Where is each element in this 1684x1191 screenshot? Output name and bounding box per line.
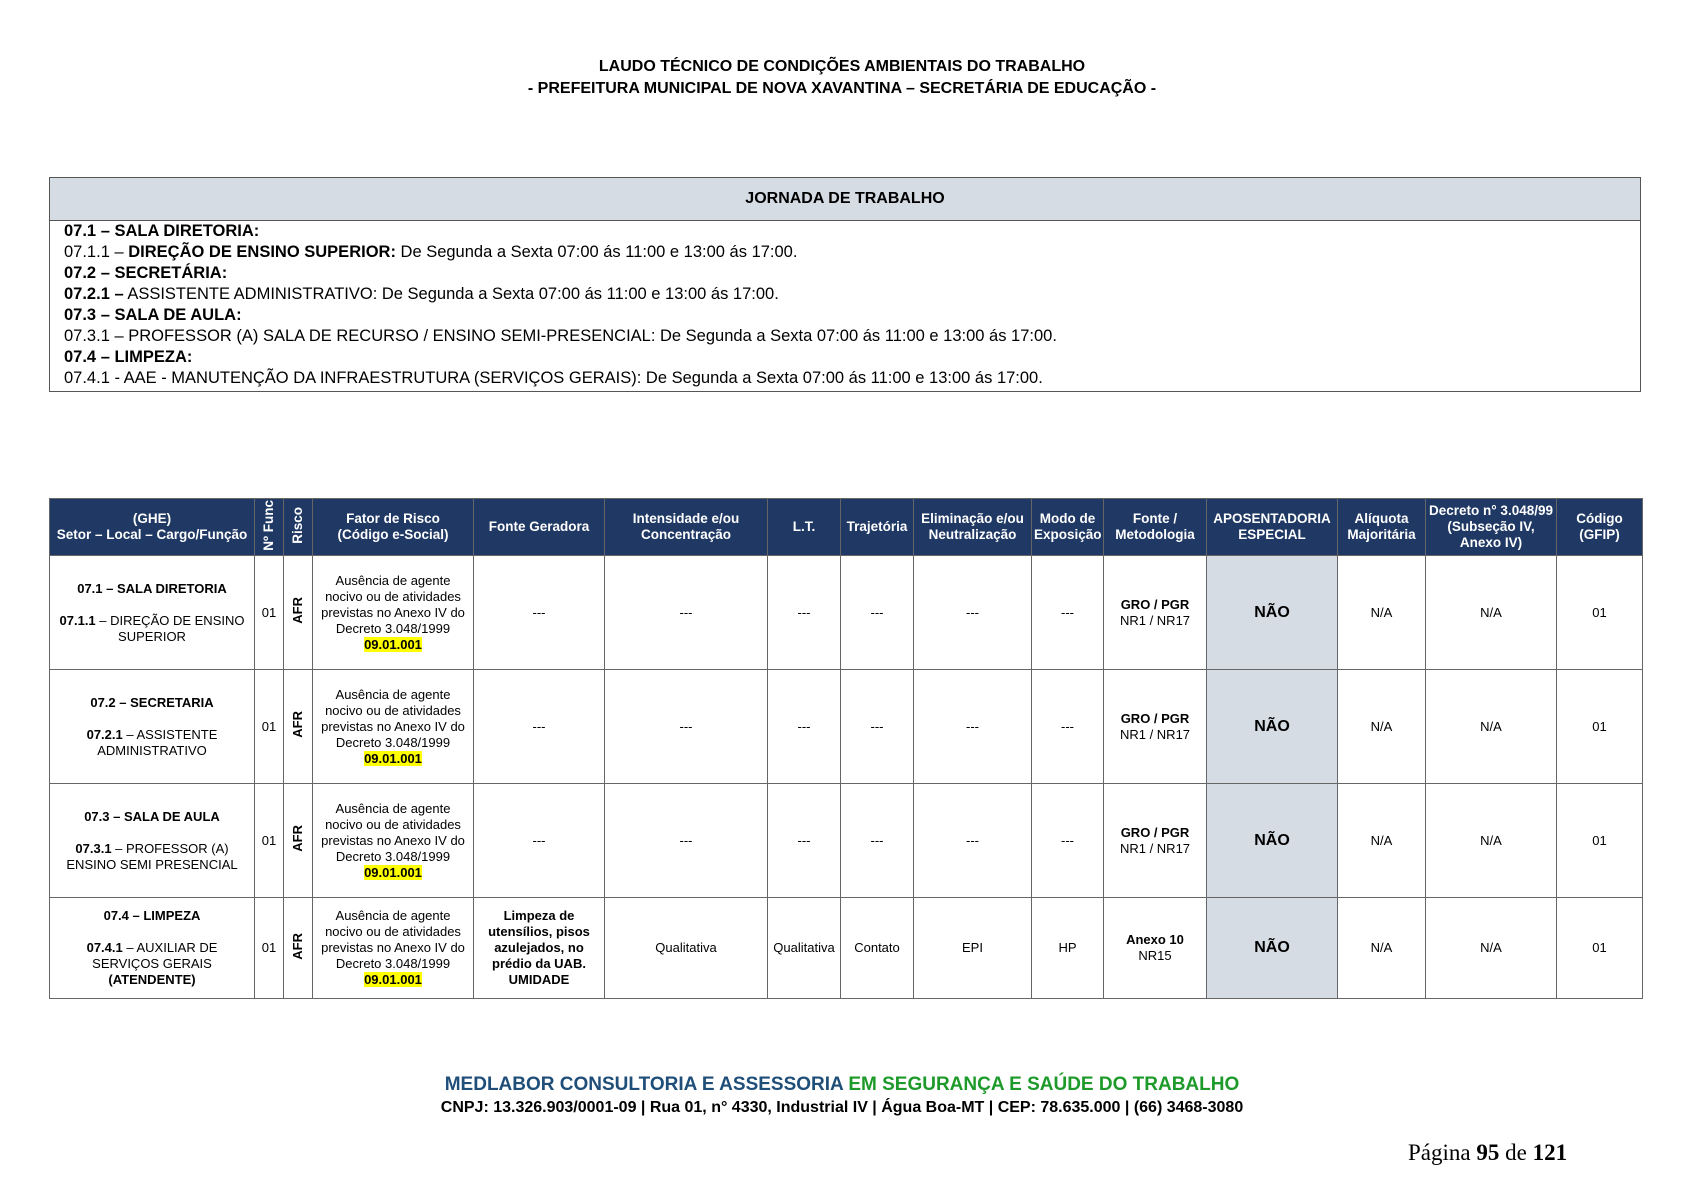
metodologia-2: NR1 / NR17 [1119, 726, 1191, 742]
col-eliminacao [914, 499, 1032, 556]
cell-risco [284, 556, 313, 670]
col-metodologia-line1: Fonte / [1132, 511, 1178, 526]
cell-risco [284, 898, 313, 999]
setor-title: 07.3 – SALA DE AULA [84, 808, 220, 824]
cell-trajetoria: --- [841, 784, 914, 898]
jornada-box [49, 177, 1641, 392]
cell-metodologia [1104, 556, 1207, 670]
ghe-table [49, 498, 1643, 999]
cell-codigo: 01 [1557, 898, 1643, 999]
footer-company-tagline: EM SEGURANÇA E SAÚDE DO TRABALHO [843, 1074, 1240, 1095]
table-row [50, 784, 1643, 898]
cell-eliminacao: --- [914, 784, 1032, 898]
cell-metodologia [1104, 670, 1207, 784]
jornada-body [50, 221, 1640, 391]
cell-lt: --- [768, 784, 841, 898]
cell-aliquota: N/A [1338, 556, 1426, 670]
cargo-text: – DIREÇÃO DE ENSINO SUPERIOR [95, 612, 245, 644]
col-intensidade-line2: Concentração [640, 527, 732, 542]
cell-lt: Qualitativa [768, 898, 841, 999]
footer-address: CNPJ: 13.326.903/0001-09 | Rua 01, n° 4330, Industrial IV | Água Boa-MT | CEP: 78.635.000 | (66) 3468-3080 [440, 1099, 1244, 1116]
cell-risco [284, 784, 313, 898]
table-row [50, 556, 1643, 670]
col-ghe [50, 499, 255, 556]
cell-fator [313, 898, 474, 999]
cell-codigo: 01 [1557, 670, 1643, 784]
jornada-line-4 [64, 284, 1626, 305]
cell-risco [284, 670, 313, 784]
cell-setor [50, 898, 255, 999]
cell-fonte: Limpeza de utensílios, pisos azulejados, no prédio da UAB. UMIDADE [474, 898, 605, 999]
table-row [50, 898, 1643, 999]
col-eliminacao-line1: Eliminação e/ou [921, 511, 1024, 526]
fator-text: Ausência de agente nocivo ou de atividades previstas no Anexo IV do Decreto 3.048/1999 [321, 572, 465, 636]
jornada-line-4-rest: ASSISTENTE ADMINISTRATIVO: De Segunda a Sexta 07:00 ás 11:00 e 13:00 ás 17:00. [123, 285, 779, 303]
metodologia-2: NR15 [1138, 948, 1172, 963]
cell-decreto: N/A [1426, 670, 1557, 784]
cell-aliquota: N/A [1338, 670, 1426, 784]
col-fator [313, 499, 474, 556]
cell-aliquota: N/A [1338, 898, 1426, 999]
risco-label: AFR [290, 825, 305, 852]
footer-company-name: MEDLABOR CONSULTORIA E ASSESSORIA [444, 1074, 844, 1095]
col-decreto-line1: Decreto n° 3.048/99 [1429, 503, 1553, 518]
col-intensidade-line1: Intensidade e/ou [632, 511, 740, 526]
risco-label: AFR [290, 932, 305, 960]
fator-code: 09.01.001 [364, 864, 422, 880]
cell-lt: --- [768, 556, 841, 670]
col-modo [1032, 499, 1104, 556]
setor-title: 07.4 – LIMPEZA [103, 908, 201, 923]
header-subtitle: - PREFEITURA MUNICIPAL DE NOVA XAVANTINA – SECRETÁRIA DE EDUCAÇÃO - [527, 80, 1157, 97]
col-codigo-line2: (GFIP) [1579, 527, 1620, 542]
cell-intensidade: --- [605, 670, 768, 784]
document-header [0, 56, 1684, 100]
cell-modo: --- [1032, 670, 1104, 784]
cell-fator [313, 670, 474, 784]
fator-text: Ausência de agente nocivo ou de atividades previstas no Anexo IV do Decreto 3.048/1999 [321, 800, 465, 864]
col-lt: L.T. [768, 499, 841, 556]
cell-nfunc: 01 [255, 898, 284, 999]
risco-label: AFR [290, 597, 305, 624]
cell-aposentadoria: NÃO [1207, 670, 1338, 784]
col-fator-line2: (Código e-Social) [337, 527, 449, 542]
col-aliquota-line1: Alíquota [1354, 511, 1409, 526]
table-header-row [50, 499, 1643, 556]
fator-text: Ausência de agente nocivo ou de atividades previstas no Anexo IV do Decreto 3.048/1999 [321, 686, 465, 750]
cell-modo: --- [1032, 784, 1104, 898]
col-ghe-line2: Setor – Local – Cargo/Função [56, 527, 248, 542]
col-aposentadoria-line1: APOSENTADORIA [1213, 511, 1331, 526]
jornada-line-2 [64, 242, 1626, 263]
col-risco [284, 499, 313, 556]
col-aposentadoria-line2: ESPECIAL [1238, 527, 1306, 542]
col-codigo [1557, 499, 1643, 556]
metodologia-1: GRO / PGR [1120, 710, 1190, 726]
metodologia-2: NR1 / NR17 [1119, 612, 1191, 628]
cell-nfunc: 01 [255, 670, 284, 784]
cargo-code: 07.4.1 [86, 940, 123, 955]
jornada-line-6: 07.3.1 – PROFESSOR (A) SALA DE RECURSO / ENSINO SEMI-PRESENCIAL: De Segunda a Sexta 07:00 ás 11:00 e 13:00 ás 17:00. [64, 327, 1057, 345]
jornada-line-2-bold: DIREÇÃO DE ENSINO SUPERIOR: [128, 243, 396, 261]
cell-eliminacao: --- [914, 670, 1032, 784]
cell-codigo: 01 [1557, 784, 1643, 898]
cargo-code: 07.2.1 [86, 726, 123, 742]
col-metodologia [1104, 499, 1207, 556]
setor-title: 07.1 – SALA DIRETORIA [77, 580, 227, 596]
cell-setor [50, 784, 255, 898]
jornada-line-5: 07.3 – SALA DE AULA: [64, 306, 242, 324]
cell-setor [50, 670, 255, 784]
cell-intensidade: Qualitativa [605, 898, 768, 999]
cell-trajetoria: Contato [841, 898, 914, 999]
cargo-text: – PROFESSOR (A) ENSINO SEMI PRESENCIAL [66, 840, 238, 872]
col-aliquota-line2: Majoritária [1347, 527, 1416, 542]
cargo-text: – AUXILIAR DE SERVIÇOS GERAIS [92, 940, 218, 971]
col-modo-line2: Exposição [1034, 527, 1102, 542]
cell-metodologia [1104, 784, 1207, 898]
cell-aliquota: N/A [1338, 784, 1426, 898]
risco-label: AFR [290, 711, 305, 738]
cell-aposentadoria: NÃO [1207, 898, 1338, 999]
col-nfunc-label: Nº Func [261, 499, 276, 551]
page-current: 95 [1476, 1140, 1500, 1165]
header-title: LAUDO TÉCNICO DE CONDIÇÕES AMBIENTAIS DO TRABALHO [598, 58, 1086, 75]
footer-company [0, 1074, 1684, 1096]
col-decreto-line3: Anexo IV) [1459, 535, 1523, 550]
page-number [1408, 1140, 1567, 1166]
col-intensidade [605, 499, 768, 556]
col-decreto-line2: (Subseção IV, [1447, 519, 1535, 534]
cell-trajetoria: --- [841, 556, 914, 670]
cargo-text: – ASSISTENTE ADMINISTRATIVO [97, 726, 218, 758]
col-aposentadoria [1207, 499, 1338, 556]
col-fator-line1: Fator de Risco [346, 511, 440, 526]
cargo-code: 07.1.1 [59, 612, 96, 628]
cell-decreto: N/A [1426, 556, 1557, 670]
cell-eliminacao: EPI [914, 898, 1032, 999]
setor-title: 07.2 – SECRETARIA [90, 694, 214, 710]
cell-intensidade: --- [605, 556, 768, 670]
cell-fonte: --- [474, 556, 605, 670]
jornada-line-2-rest: De Segunda a Sexta 07:00 ás 11:00 e 13:00 ás 17:00. [395, 243, 798, 261]
fator-code: 09.01.001 [364, 972, 422, 987]
cell-metodologia [1104, 898, 1207, 999]
jornada-line-3: 07.2 – SECRETÁRIA: [64, 264, 228, 282]
cell-nfunc: 01 [255, 784, 284, 898]
cell-modo: HP [1032, 898, 1104, 999]
cargo-code: 07.3.1 [75, 840, 112, 856]
col-modo-line1: Modo de [1039, 511, 1096, 526]
col-eliminacao-line2: Neutralização [928, 527, 1017, 542]
jornada-line-4-bold: 07.2.1 – [64, 285, 124, 303]
fator-text: Ausência de agente nocivo ou de atividades previstas no Anexo IV do Decreto 3.048/1999 [321, 908, 465, 971]
metodologia-1: Anexo 10 [1126, 932, 1184, 947]
col-metodologia-line2: Metodologia [1115, 527, 1195, 542]
col-aliquota [1338, 499, 1426, 556]
page-label: Página [1408, 1140, 1477, 1165]
cell-fonte: --- [474, 670, 605, 784]
col-decreto [1426, 499, 1557, 556]
metodologia-2: NR1 / NR17 [1119, 840, 1191, 856]
metodologia-1: GRO / PGR [1120, 596, 1190, 612]
cargo-bold: (ATENDENTE) [108, 972, 196, 987]
jornada-line-1: 07.1 – SALA DIRETORIA: [64, 222, 260, 240]
jornada-line-7: 07.4 – LIMPEZA: [64, 348, 193, 366]
col-fonte: Fonte Geradora [474, 499, 605, 556]
cell-modo: --- [1032, 556, 1104, 670]
col-nfunc [255, 499, 284, 556]
page-of: de [1499, 1140, 1533, 1165]
cell-lt: --- [768, 670, 841, 784]
cell-codigo: 01 [1557, 556, 1643, 670]
cell-trajetoria: --- [841, 670, 914, 784]
cell-intensidade: --- [605, 784, 768, 898]
cell-fonte: --- [474, 784, 605, 898]
jornada-title: JORNADA DE TRABALHO [50, 178, 1640, 221]
col-ghe-line1: (GHE) [132, 511, 172, 526]
cell-aposentadoria: NÃO [1207, 556, 1338, 670]
cell-fator [313, 784, 474, 898]
col-risco-label: Risco [290, 506, 305, 544]
cell-nfunc: 01 [255, 556, 284, 670]
cell-decreto: N/A [1426, 784, 1557, 898]
metodologia-1: GRO / PGR [1120, 824, 1190, 840]
cell-eliminacao: --- [914, 556, 1032, 670]
cell-fator [313, 556, 474, 670]
table-row [50, 670, 1643, 784]
jornada-line-8: 07.4.1 - AAE - MANUTENÇÃO DA INFRAESTRUTURA (SERVIÇOS GERAIS): De Segunda a Sexta 07:00 ás 11:00 e 13:00 ás 17:00. [64, 369, 1043, 387]
col-trajetoria: Trajetória [841, 499, 914, 556]
fator-code: 09.01.001 [364, 636, 422, 652]
fator-code: 09.01.001 [364, 750, 422, 766]
cell-aposentadoria: NÃO [1207, 784, 1338, 898]
cell-decreto: N/A [1426, 898, 1557, 999]
jornada-line-2-prefix: 07.1.1 – [64, 243, 129, 261]
page-total: 121 [1532, 1140, 1568, 1165]
col-codigo-line1: Código [1576, 511, 1623, 526]
cell-setor [50, 556, 255, 670]
